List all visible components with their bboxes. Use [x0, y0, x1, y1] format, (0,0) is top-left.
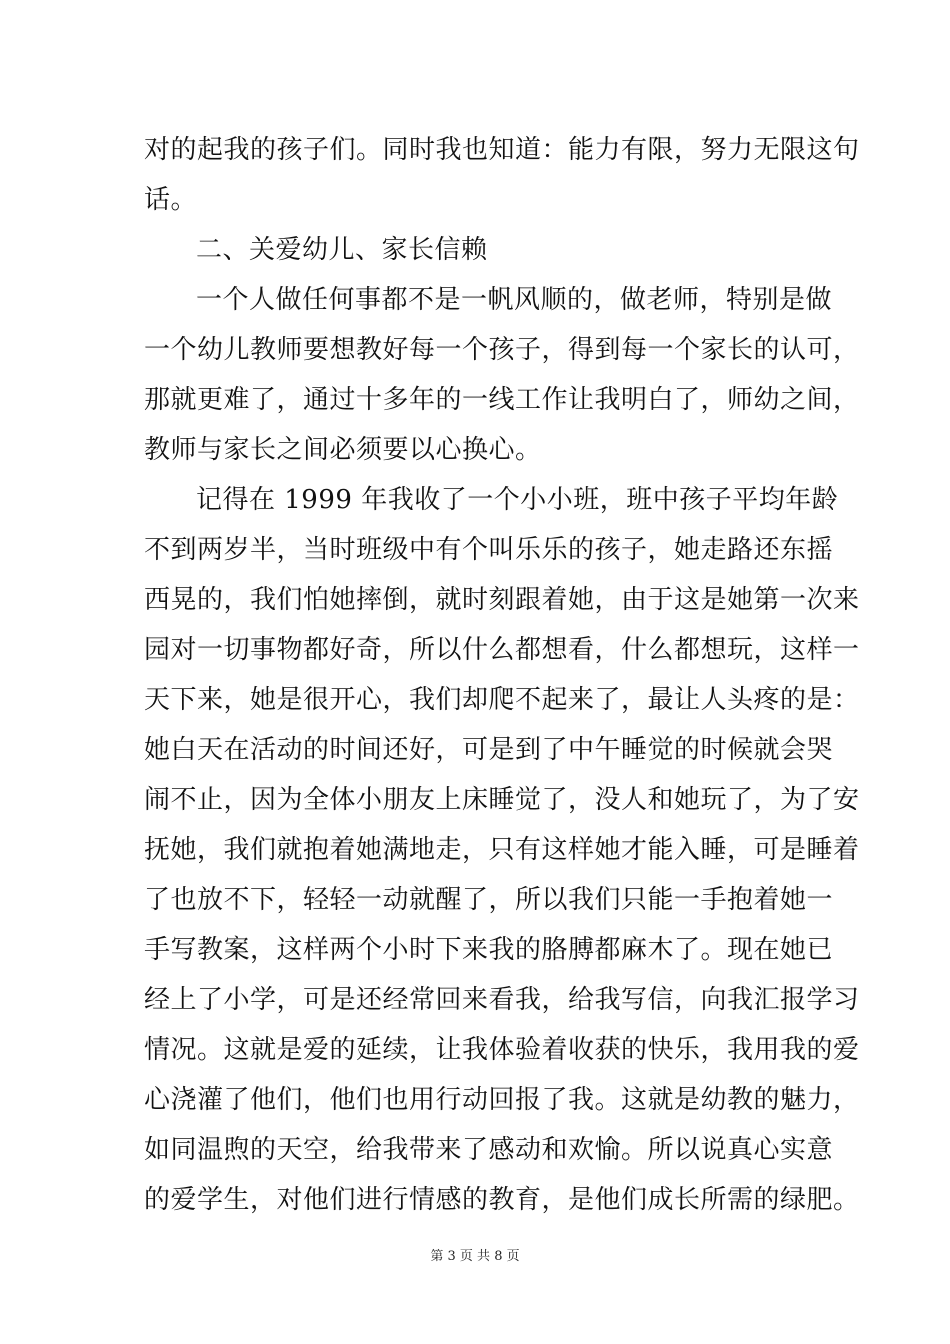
paragraph-first-line: 一个人做任何事都不是一帆风顺的，做老师，特别是做 — [196, 285, 833, 315]
text-line: 西晃的，我们怕她摔倒，就时刻跟着她，由于这是她第一次来 — [144, 585, 860, 615]
text-line: 园对一切事物都好奇，所以什么都想看，什么都想玩，这样一 — [144, 635, 860, 665]
text-line: 如同温煦的天空，给我带来了感动和欢愉。所以说真心实意 — [144, 1135, 834, 1165]
text-line: 了也放不下，轻轻一动就醒了，所以我们只能一手抱着她一 — [144, 885, 834, 915]
page-number-footer: 第 3 页 共 8 页 — [430, 1249, 520, 1264]
text-line: 那就更难了，通过十多年的一线工作让我明白了，师幼之间， — [144, 385, 860, 415]
text-line: 手写教案，这样两个小时下来我的胳膊都麻木了。现在她已 — [144, 935, 834, 965]
text-line: 心浇灌了他们，他们也用行动回报了我。这就是幼教的魅力， — [144, 1085, 860, 1115]
text-line: 情况。这就是爱的延续，让我体验着收获的快乐，我用我的爱 — [144, 1035, 860, 1065]
text-line: 抚她，我们就抱着她满地走，只有这样她才能入睡，可是睡着 — [144, 835, 860, 865]
text-line: 不到两岁半，当时班级中有个叫乐乐的孩子，她走路还东摇 — [144, 535, 834, 565]
paragraph-first-line: 记得在 1999 年我收了一个小小班，班中孩子平均年龄 — [196, 485, 839, 515]
text-line: 一个幼儿教师要想教好每一个孩子，得到每一个家长的认可， — [144, 335, 860, 365]
text-line: 话。 — [144, 185, 198, 215]
text-line: 经上了小学，可是还经常回来看我，给我写信，向我汇报学习 — [144, 985, 860, 1015]
text-line: 对的起我的孩子们。同时我也知道：能力有限，努力无限这句 — [144, 135, 860, 165]
section-heading: 二、关爱幼儿、家长信赖 — [196, 235, 488, 265]
text-line: 她白天在活动的时间还好，可是到了中午睡觉的时候就会哭 — [144, 735, 834, 765]
text-line: 闹不止，因为全体小朋友上床睡觉了，没人和她玩了，为了安 — [144, 785, 860, 815]
text-line: 的爱学生，对他们进行情感的教育，是他们成长所需的绿肥。 — [144, 1185, 860, 1215]
text-line: 教师与家长之间必须要以心换心。 — [144, 435, 542, 465]
text-line: 天下来，她是很开心，我们却爬不起来了，最让人头疼的是： — [144, 685, 860, 715]
